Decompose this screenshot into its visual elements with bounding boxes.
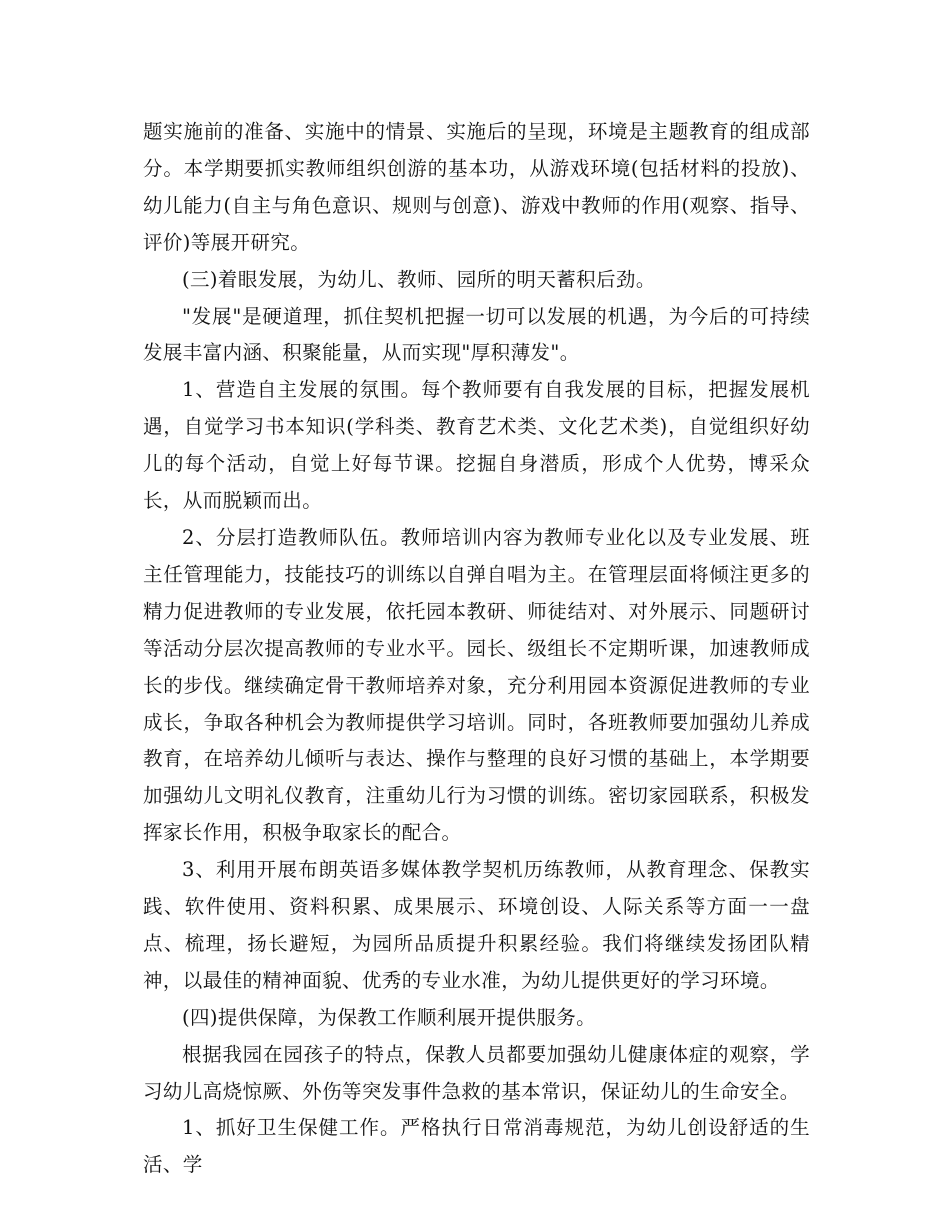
paragraph-7-heading: (四)提供保障，为保教工作顺利展开提供服务。 bbox=[182, 1005, 597, 1029]
paragraph-2-heading: (三)着眼发展，为幼儿、教师、园所的明天蓄积后劲。 bbox=[182, 267, 656, 291]
paragraph-1: 题实施前的准备、实施中的情景、实施后的呈现，环境是主题教育的组成部分。本学期要抓实教师组织创游的基本功，从游戏环境(包括材料的投放)、幼儿能力(自主与角色意识、规则与创意)、游戏中教师的作用(观察、指导、评价)等展开研究。 bbox=[143, 120, 810, 254]
paragraph-9: 1、抓好卫生保健工作。严格执行日常消毒规范，为幼儿创设舒适的生活、学 bbox=[143, 1116, 810, 1177]
paragraph-3: "发展"是硬道理，抓住契机把握一切可以发展的机遇，为今后的可持续发展丰富内涵、积聚能量，从而实现"厚积薄发"。 bbox=[143, 304, 810, 365]
document-body bbox=[143, 114, 810, 1184]
paragraph-4: 1、营造自主发展的氛围。每个教师要有自我发展的目标，把握发展机遇，自觉学习书本知识(学科类、教育艺术类、文化艺术类)，自觉组织好幼儿的每个活动，自觉上好每节课。挖掘自身潜质，形成个人优势，博采众长，从而脱颖而出。 bbox=[143, 378, 810, 513]
paragraph-5: 2、分层打造教师队伍。教师培训内容为教师专业化以及专业发展、班主任管理能力，技能技巧的训练以自弹自唱为主。在管理层面将倾注更多的精力促进教师的专业发展，依托园本教研、师徒结对、对外展示、同题研讨等活动分层次提高教师的专业水平。园长、级组长不定期听课，加速教师成长的步伐。继续确定骨干教师培养对象，充分利用园本资源促进教师的专业成长，争取各种机会为教师提供学习培训。同时，各班教师要加强幼儿养成教育，在培养幼儿倾听与表达、操作与整理的良好习惯的基础上，本学期要加强幼儿文明礼仪教育，注重幼儿行为习惯的训练。密切家园联系，积极发挥家长作用，积极争取家长的配合。 bbox=[143, 525, 810, 845]
paragraph-8: 根据我园在园孩子的特点，保教人员都要加强幼儿健康体症的观察，学习幼儿高烧惊厥、外伤等突发事件急救的基本常识，保证幼儿的生命安全。 bbox=[143, 1042, 810, 1103]
paragraph-6: 3、利用开展布朗英语多媒体教学契机历练教师，从教育理念、保教实践、软件使用、资料积累、成果展示、环境创设、人际关系等方面一一盘点、梳理，扬长避短，为园所品质提升积累经验。我们将继续发扬团队精神，以最佳的精神面貌、优秀的专业水准，为幼儿提供更好的学习环境。 bbox=[143, 858, 810, 992]
